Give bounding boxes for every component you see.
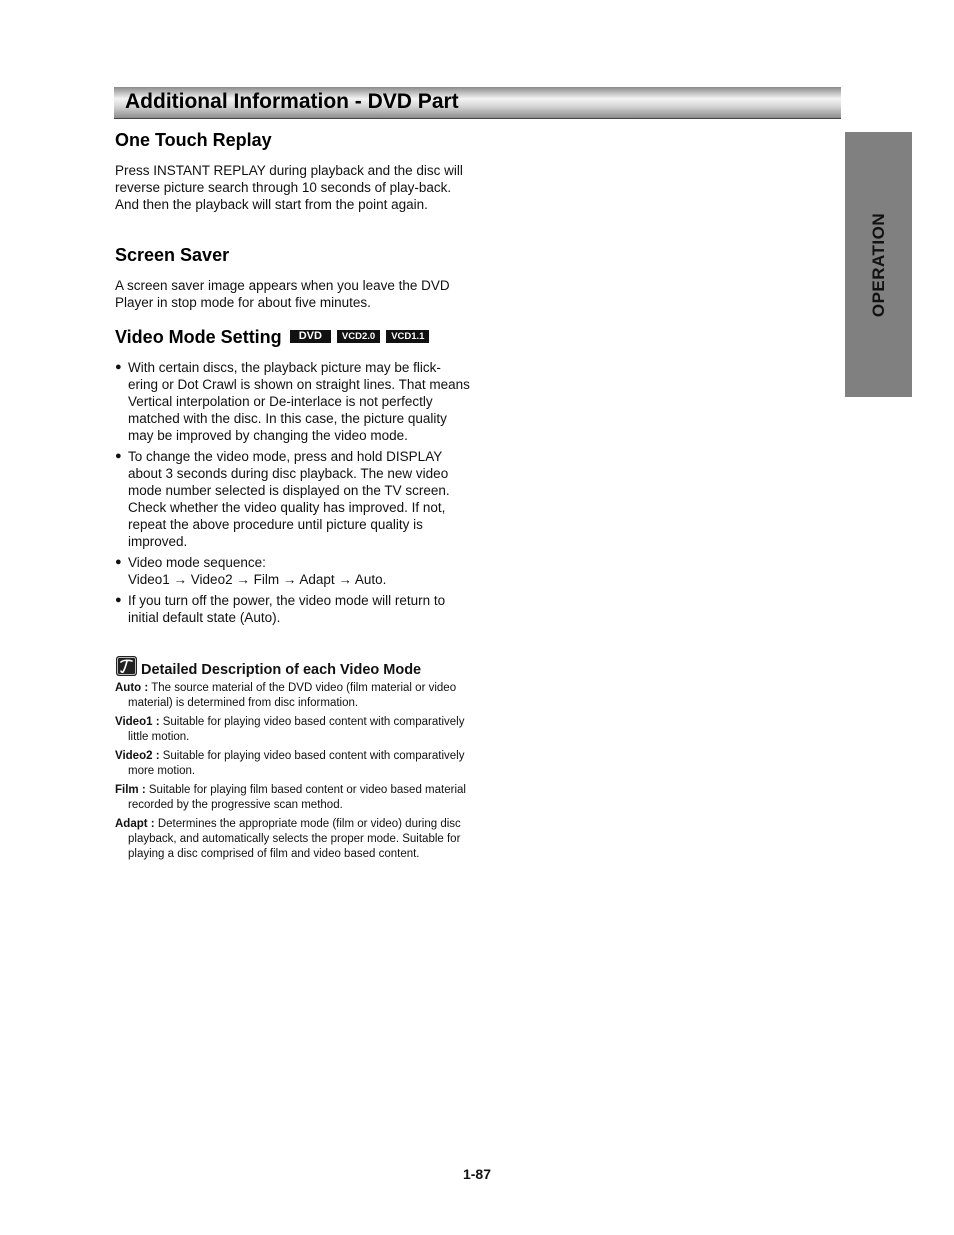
mode-description-video2: Video2 : Suitable for playing video based content with comparatively more motion. [115, 750, 465, 777]
one-touch-replay-text: Press INSTANT REPLAY during playback and the disc will reverse picture search through 10 seconds of play-back. And then the playback will start from the point again. [115, 163, 463, 212]
screen-saver-text: A screen saver image appears when you leave the DVD Player in stop mode for about five minutes. [115, 278, 450, 310]
side-tab-label: OPERATION [868, 212, 888, 317]
mode-description-film: Film : Suitable for playing film based content or video based material recorded by the progressive scan method. [115, 784, 466, 811]
video-mode-bullet-list [115, 359, 470, 626]
screen-saver-section [115, 277, 470, 311]
bullet-item: ● Video mode sequence: Video1 → Video2 → Film → Adapt → Auto. [115, 555, 387, 587]
bullet-icon: ● [115, 594, 122, 606]
note-title: Detailed Description of each Video Mode [141, 662, 422, 678]
video-mode-descriptions [115, 681, 470, 866]
video-mode-sequence: Video1 → Video2 → Film → Adapt → Auto. [128, 572, 387, 587]
page-number: 1-87 [462, 1166, 492, 1182]
video-mode-heading-text: Video Mode Setting [115, 327, 282, 347]
bullet-item: ● With certain discs, the playback picture may be flick-ering or Dot Crawl is shown on straight lines. That means Vertical interpolation or De-interlace is not perfectly matched with the disc. In this case, the picture quality may be improved by changing the video mode. [115, 360, 470, 443]
badge-dvd: DVD [290, 330, 331, 343]
badge-vcd20: VCD2.0 [337, 330, 380, 343]
bullet-icon: ● [115, 556, 122, 568]
page-title: Additional Information - DVD Part [125, 90, 459, 113]
note-icon [116, 656, 137, 676]
one-touch-replay-section [115, 162, 470, 213]
badge-vcd11: VCD1.1 [386, 330, 429, 343]
bullet-item: ● If you turn off the power, the video mode will return to initial default state (Auto). [115, 593, 446, 625]
video-mode-section [115, 359, 470, 630]
bullet-icon: ● [115, 450, 122, 462]
side-tab [845, 132, 912, 397]
bullet-item: ● To change the video mode, press and hold DISPLAY about 3 seconds during disc playback. The new video mode number selected is displayed on the TV screen. Check whether the video quality has improved. If not, repeat the above procedure until picture quality is improved. [115, 449, 450, 549]
bullet-icon: ● [115, 361, 122, 373]
one-touch-replay-heading: One Touch Replay [115, 130, 272, 150]
mode-description-auto: Auto : The source material of the DVD video (film material or video material) is determined from disc information. [115, 682, 457, 709]
mode-description-video1: Video1 : Suitable for playing video based content with comparatively little motion. [115, 716, 465, 743]
video-mode-heading [115, 327, 429, 348]
screen-saver-heading: Screen Saver [115, 245, 230, 265]
mode-description-adapt: Adapt : Determines the appropriate mode (film or video) during disc playback, and automatically selects the proper mode. Suitable for playing a disc comprised of film and video based content. [115, 818, 461, 860]
title-bar [114, 87, 841, 119]
